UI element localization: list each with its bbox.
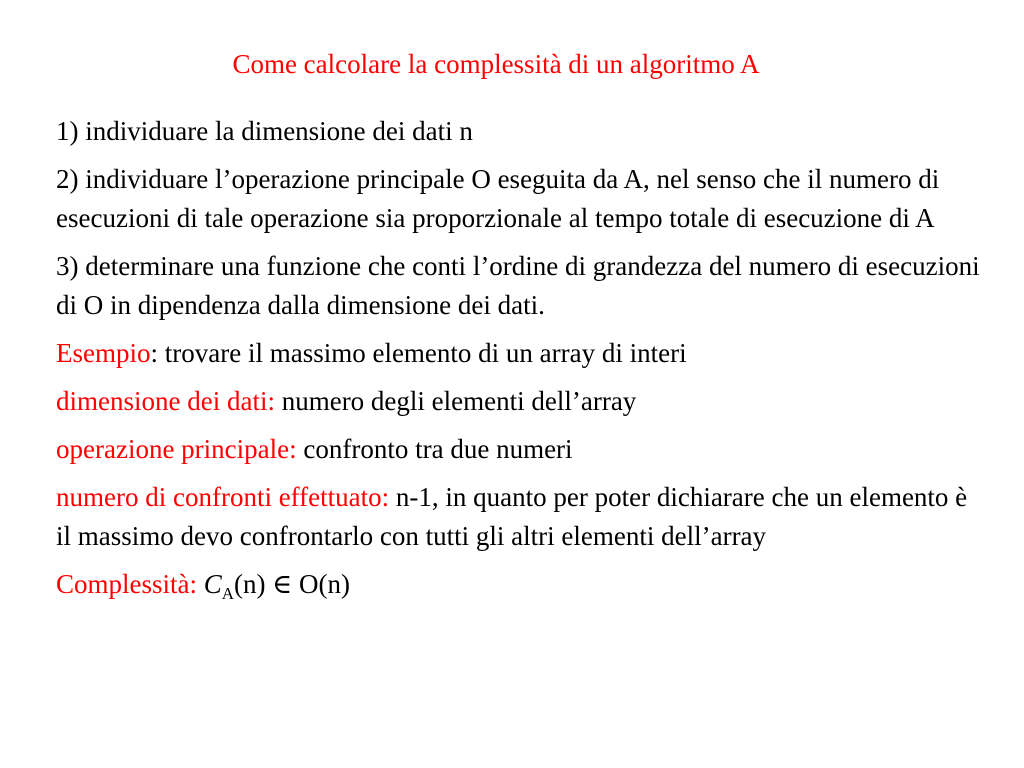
step-3: 3) determinare una funzione che conti l’ordine di grandezza del numero di esecuzioni di O in dipendenza dalla dimensione dei dati. (56, 251, 980, 320)
comparisons-text: n-1, in quanto per poter dichiarare che un elemento è il massimo devo confrontarlo con tutti gli altri elementi dell’array (56, 482, 968, 551)
data-size-line (56, 382, 986, 421)
data-size-label: dimensione dei dati: (56, 386, 275, 416)
slide-body (56, 112, 986, 616)
data-size-text: numero degli elementi dell’array (274, 386, 637, 416)
complexity-label: Complessità: (56, 569, 197, 599)
main-operation-text: confronto tra due numeri (296, 434, 573, 464)
complexity-symbol: C (203, 569, 222, 599)
comparisons-line (56, 478, 986, 556)
slide-title: Come calcolare la complessità di un algoritmo A (232, 49, 760, 79)
main-operation-label: operazione principale: (56, 434, 297, 464)
example-text: : trovare il massimo elemento di un array di interi (150, 338, 687, 368)
step-1: 1) individuare la dimensione dei dati n (56, 116, 473, 146)
main-operation-line (56, 430, 986, 469)
example-label: Esempio (56, 338, 151, 368)
complexity-line (56, 565, 986, 607)
complexity-expression: (n) ∈ O(n) (234, 569, 350, 599)
example-line (56, 334, 986, 373)
comparisons-label: numero di confronti effettuato: (56, 482, 390, 512)
step-2: 2) individuare l’operazione principale O eseguita da A, nel senso che il numero di esecuzioni di tale operazione sia proporzionale al tempo totale di esecuzione di A (56, 164, 940, 233)
complexity-subscript: A (221, 584, 235, 603)
